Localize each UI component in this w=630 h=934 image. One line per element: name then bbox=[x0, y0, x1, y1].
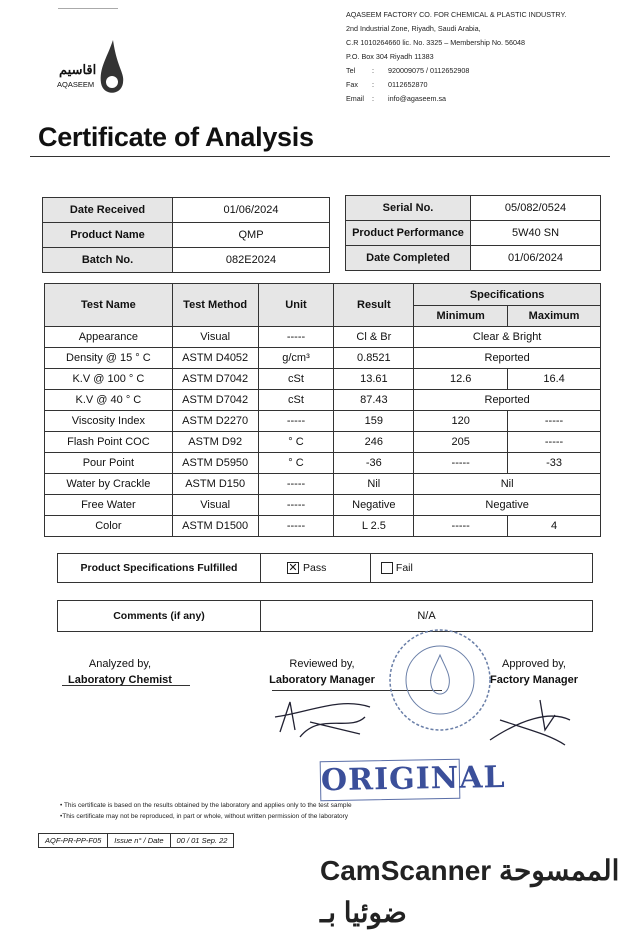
cell-spec: Clear & Bright bbox=[414, 327, 601, 348]
info-table-right bbox=[345, 195, 601, 271]
table-row bbox=[45, 495, 601, 516]
cell-unit: ----- bbox=[258, 474, 334, 495]
info-value: 082E2024 bbox=[173, 248, 330, 273]
cell-method: ASTM D5950 bbox=[172, 453, 258, 474]
table-row bbox=[45, 474, 601, 495]
pass-checkbox[interactable]: ✕ bbox=[288, 562, 298, 574]
signature-title: Laboratory Chemist bbox=[68, 674, 172, 686]
colon: : bbox=[372, 94, 374, 103]
cell-method: ASTM D7042 bbox=[172, 390, 258, 411]
signature-role: Approved by, bbox=[501, 658, 566, 670]
signature-role: Analyzed by, bbox=[88, 658, 152, 670]
cell-method: ASTM D150 bbox=[172, 474, 258, 495]
cell-result: 246 bbox=[334, 432, 414, 453]
info-value: 05/082/0524 bbox=[471, 196, 601, 221]
header-unit: Unit bbox=[258, 284, 334, 327]
cell-max: ----- bbox=[508, 432, 601, 453]
email-value: info@agaseem.sa bbox=[388, 94, 447, 103]
info-label: Product Performance bbox=[346, 221, 471, 246]
cell-name: Appearance bbox=[45, 327, 173, 348]
fax-label: Fax bbox=[346, 80, 358, 89]
fulfilled-label: Product Specifications Fulfilled bbox=[58, 554, 261, 582]
cell-max: -33 bbox=[508, 453, 601, 474]
cell-spec: Reported bbox=[414, 390, 601, 411]
info-row bbox=[346, 196, 601, 221]
specifications-fulfilled-box bbox=[57, 553, 593, 583]
pass-label: Pass bbox=[303, 562, 327, 574]
table-row bbox=[45, 348, 601, 369]
colon: : bbox=[372, 66, 374, 75]
logo-arabic-text: اقاسيم bbox=[59, 62, 97, 77]
company-cr: C.R 1010264660 lic. No. 3325 – Membership No. 56048 bbox=[346, 38, 525, 47]
header-result: Result bbox=[334, 284, 414, 327]
info-value: 01/06/2024 bbox=[471, 246, 601, 271]
table-row bbox=[45, 327, 601, 348]
info-value: QMP bbox=[173, 223, 330, 248]
cell-method: ASTM D4052 bbox=[172, 348, 258, 369]
info-row bbox=[43, 248, 330, 273]
info-row bbox=[43, 223, 330, 248]
table-row bbox=[45, 432, 601, 453]
note-2: •This certificate may not be reproduced, in part or whole, without written permission of the laboratory bbox=[60, 813, 349, 820]
cell-min: 12.6 bbox=[414, 369, 508, 390]
cell-name: K.V @ 100 ° C bbox=[45, 369, 173, 390]
document-footer bbox=[38, 833, 234, 848]
cell-result: Negative bbox=[334, 495, 414, 516]
table-row bbox=[45, 411, 601, 432]
cell-unit: ----- bbox=[258, 495, 334, 516]
cell-method: ASTM D7042 bbox=[172, 369, 258, 390]
cell-max: 4 bbox=[508, 516, 601, 537]
issue-label: Issue n° / Date bbox=[108, 834, 170, 848]
camscanner-watermark: CamScanner الممسوحة ضوئيا بـ bbox=[320, 855, 620, 928]
info-label: Serial No. bbox=[346, 196, 471, 221]
signature-reviewed bbox=[262, 656, 382, 688]
comments-label: Comments (if any) bbox=[58, 601, 261, 631]
header-test-name: Test Name bbox=[45, 284, 173, 327]
cell-name: Water by Crackle bbox=[45, 474, 173, 495]
cell-name: Color bbox=[45, 516, 173, 537]
fail-option[interactable] bbox=[371, 554, 413, 582]
comments-value: N/A bbox=[417, 610, 436, 622]
tel-label: Tel bbox=[346, 66, 356, 75]
cell-max: 16.4 bbox=[508, 369, 601, 390]
cell-method: ASTM D1500 bbox=[172, 516, 258, 537]
page-title: Certificate of Analysis bbox=[38, 122, 314, 152]
company-seal-icon bbox=[385, 625, 495, 735]
cell-unit: ° C bbox=[258, 432, 334, 453]
cell-result: 13.61 bbox=[334, 369, 414, 390]
info-label: Batch No. bbox=[43, 248, 173, 273]
cell-spec: Negative bbox=[414, 495, 601, 516]
email-label: Email bbox=[346, 94, 364, 103]
info-label: Date Received bbox=[43, 198, 173, 223]
info-value: 5W40 SN bbox=[471, 221, 601, 246]
comments-box bbox=[57, 600, 593, 632]
cell-unit: cSt bbox=[258, 390, 334, 411]
note-1: • This certificate is based on the results obtained by the laboratory and applies only to the test sample bbox=[60, 802, 352, 809]
cell-name: Flash Point COC bbox=[45, 432, 173, 453]
cell-unit: g/cm³ bbox=[258, 348, 334, 369]
doc-code: AQF-PR-PP-F05 bbox=[39, 834, 108, 848]
divider bbox=[30, 156, 610, 157]
logo-english-text: AQASEEM bbox=[57, 80, 95, 89]
cell-result: Nil bbox=[334, 474, 414, 495]
info-label: Product Name bbox=[43, 223, 173, 248]
info-table-left bbox=[42, 197, 330, 273]
cell-min: 120 bbox=[414, 411, 508, 432]
table-row bbox=[45, 453, 601, 474]
cell-name: Density @ 15 ° C bbox=[45, 348, 173, 369]
cell-result: 0.8521 bbox=[334, 348, 414, 369]
original-stamp: ORIGINAL bbox=[320, 759, 461, 801]
company-header bbox=[346, 8, 566, 106]
cell-name: K.V @ 40 ° C bbox=[45, 390, 173, 411]
cell-unit: cSt bbox=[258, 369, 334, 390]
company-logo bbox=[55, 38, 135, 98]
cell-min: 205 bbox=[414, 432, 508, 453]
signature-title: Laboratory Manager bbox=[269, 674, 375, 686]
cell-unit: ----- bbox=[258, 327, 334, 348]
cell-unit: ----- bbox=[258, 516, 334, 537]
table-row bbox=[45, 369, 601, 390]
cell-spec: Reported bbox=[414, 348, 601, 369]
reviewer-signature-icon bbox=[270, 692, 380, 742]
top-rule bbox=[58, 8, 118, 9]
cell-result: 87.43 bbox=[334, 390, 414, 411]
cell-unit: ° C bbox=[258, 453, 334, 474]
header-minimum: Minimum bbox=[414, 306, 508, 327]
fail-checkbox[interactable] bbox=[381, 562, 393, 574]
cell-min: ----- bbox=[414, 516, 508, 537]
company-po: P.O. Box 304 Riyadh 11383 bbox=[346, 52, 434, 61]
cell-name: Viscosity Index bbox=[45, 411, 173, 432]
cell-unit: ----- bbox=[258, 411, 334, 432]
signature-title: Factory Manager bbox=[489, 674, 579, 686]
cell-name: Pour Point bbox=[45, 453, 173, 474]
cell-method: ASTM D92 bbox=[172, 432, 258, 453]
table-row bbox=[45, 390, 601, 411]
cell-result: L 2.5 bbox=[334, 516, 414, 537]
fail-label: Fail bbox=[395, 562, 413, 574]
table-row bbox=[45, 516, 601, 537]
info-label: Date Completed bbox=[346, 246, 471, 271]
cell-result: -36 bbox=[334, 453, 414, 474]
fax-value: 0112652870 bbox=[388, 80, 428, 89]
cell-method: ASTM D2270 bbox=[172, 411, 258, 432]
signature-line bbox=[62, 685, 190, 686]
cell-name: Free Water bbox=[45, 495, 173, 516]
tel-value: 920009075 / 0112652908 bbox=[388, 66, 470, 75]
info-value: 01/06/2024 bbox=[173, 198, 330, 223]
cell-result: 159 bbox=[334, 411, 414, 432]
issue-value: 00 / 01 Sep. 22 bbox=[170, 834, 234, 848]
approver-signature-icon bbox=[480, 690, 580, 750]
cell-method: Visual bbox=[172, 327, 258, 348]
company-address: 2nd Industrial Zone, Riyadh, Saudi Arabia, bbox=[346, 24, 481, 33]
header-maximum: Maximum bbox=[508, 306, 601, 327]
header-test-method: Test Method bbox=[172, 284, 258, 327]
info-row bbox=[346, 246, 601, 271]
cell-min: ----- bbox=[414, 453, 508, 474]
header-specifications: Specifications bbox=[414, 284, 601, 306]
colon: : bbox=[372, 80, 374, 89]
info-row bbox=[43, 198, 330, 223]
info-row bbox=[346, 221, 601, 246]
cell-spec: Nil bbox=[414, 474, 601, 495]
cell-method: Visual bbox=[172, 495, 258, 516]
company-name: AQASEEM FACTORY CO. FOR CHEMICAL & PLASTIC INDUSTRY. bbox=[346, 10, 567, 19]
pass-option[interactable] bbox=[261, 554, 371, 582]
test-results-table bbox=[44, 283, 601, 537]
signature-analyzed bbox=[60, 656, 180, 688]
cell-max: ----- bbox=[508, 411, 601, 432]
signature-role: Reviewed by, bbox=[289, 658, 355, 670]
cell-result: Cl & Br bbox=[334, 327, 414, 348]
